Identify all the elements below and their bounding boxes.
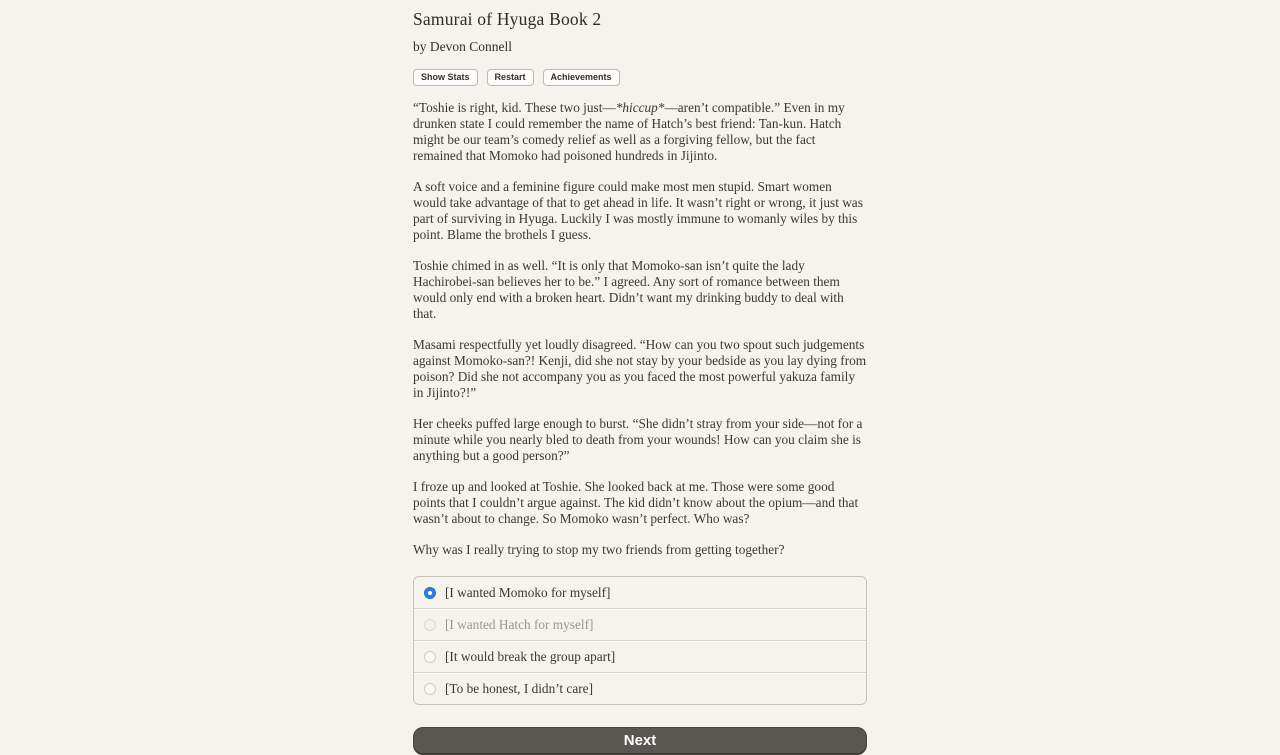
paragraph-text: A soft voice and a feminine figure could make most men stupid. Smart women would take advantage of that to get ahead in life. It wasn’t right or wrong, it just was part of surviving in Hyuga. Luckily I was mostly immune to womanly wiles by this point. Blame the brothels I guess. (413, 179, 863, 242)
show-stats-button[interactable]: Show Stats (413, 69, 478, 86)
achievements-button[interactable]: Achievements (543, 69, 620, 86)
radio-icon[interactable] (424, 683, 436, 695)
choice-option-3[interactable] (414, 640, 866, 672)
paragraph-text: I froze up and looked at Toshie. She looked back at me. Those were some good points that I couldn’t argue against. The kid didn’t know about the opium—and that wasn’t about to change. So Momoko wasn’t perfect. Who was? (413, 479, 859, 526)
page-title: Samurai of Hyuga Book 2 (413, 9, 602, 29)
game-page (413, 0, 867, 755)
paragraph-text-italic: *hiccup* (615, 100, 665, 115)
toolbar (413, 67, 867, 86)
choice-label: [It would break the group apart] (445, 648, 616, 664)
paragraph-text: Toshie chimed in as well. “It is only that Momoko-san isn’t quite the lady Hachirobei-san believes her to be.” I agreed. Any sort of romance between them would only end with a broken heart. Didn’t want my drinking buddy to deal with that. (413, 258, 844, 321)
paragraph-text: Masami respectfully yet loudly disagreed. “How can you two spout such judgements against Momoko-san?! Kenji, did she not stay by your bedside as you lay dying from poison? Did she not accompany you as you faced the most powerful yakuza family in Jijinto?!” (413, 337, 867, 400)
radio-icon[interactable] (424, 651, 436, 663)
choice-option-1[interactable] (414, 577, 866, 608)
story-paragraph (413, 542, 867, 558)
choice-label: [To be honest, I didn’t care] (445, 680, 593, 696)
paragraph-text: —aren’t compatible.” Even in my drunken state I could remember the name of Hatch’s best friend: Tan-kun. Hatch might be our team’s comedy relief as well as a forgiving fellow, but the fact remained that Momoko had poisoned hundreds in Jijinto. (413, 100, 845, 163)
choice-option-2[interactable] (414, 608, 866, 640)
paragraph-text: Why was I really trying to stop my two friends from getting together? (413, 542, 785, 557)
story-paragraph (413, 258, 867, 322)
story-paragraph (413, 179, 867, 243)
choice-label: [I wanted Momoko for myself] (445, 584, 611, 600)
choice-group (413, 576, 867, 705)
next-button[interactable]: Next (413, 727, 867, 755)
story-paragraph (413, 479, 867, 527)
story-paragraph (413, 337, 867, 401)
page-header (413, 9, 867, 86)
author-line: by Devon Connell (413, 39, 512, 54)
story-text (413, 100, 867, 558)
radio-icon[interactable] (424, 587, 436, 599)
paragraph-text: Her cheeks puffed large enough to burst. “She didn’t stray from your side—not for a minute while you nearly bled to death from your wounds! How can you claim she is anything but a good person?” (413, 416, 863, 463)
radio-icon[interactable] (424, 619, 436, 631)
choice-label: [I wanted Hatch for myself] (445, 616, 594, 632)
restart-button[interactable]: Restart (487, 69, 534, 86)
story-paragraph (413, 100, 867, 164)
paragraph-text: “Toshie is right, kid. These two just— (413, 100, 616, 115)
choice-option-4[interactable] (414, 672, 866, 704)
story-paragraph (413, 416, 867, 464)
